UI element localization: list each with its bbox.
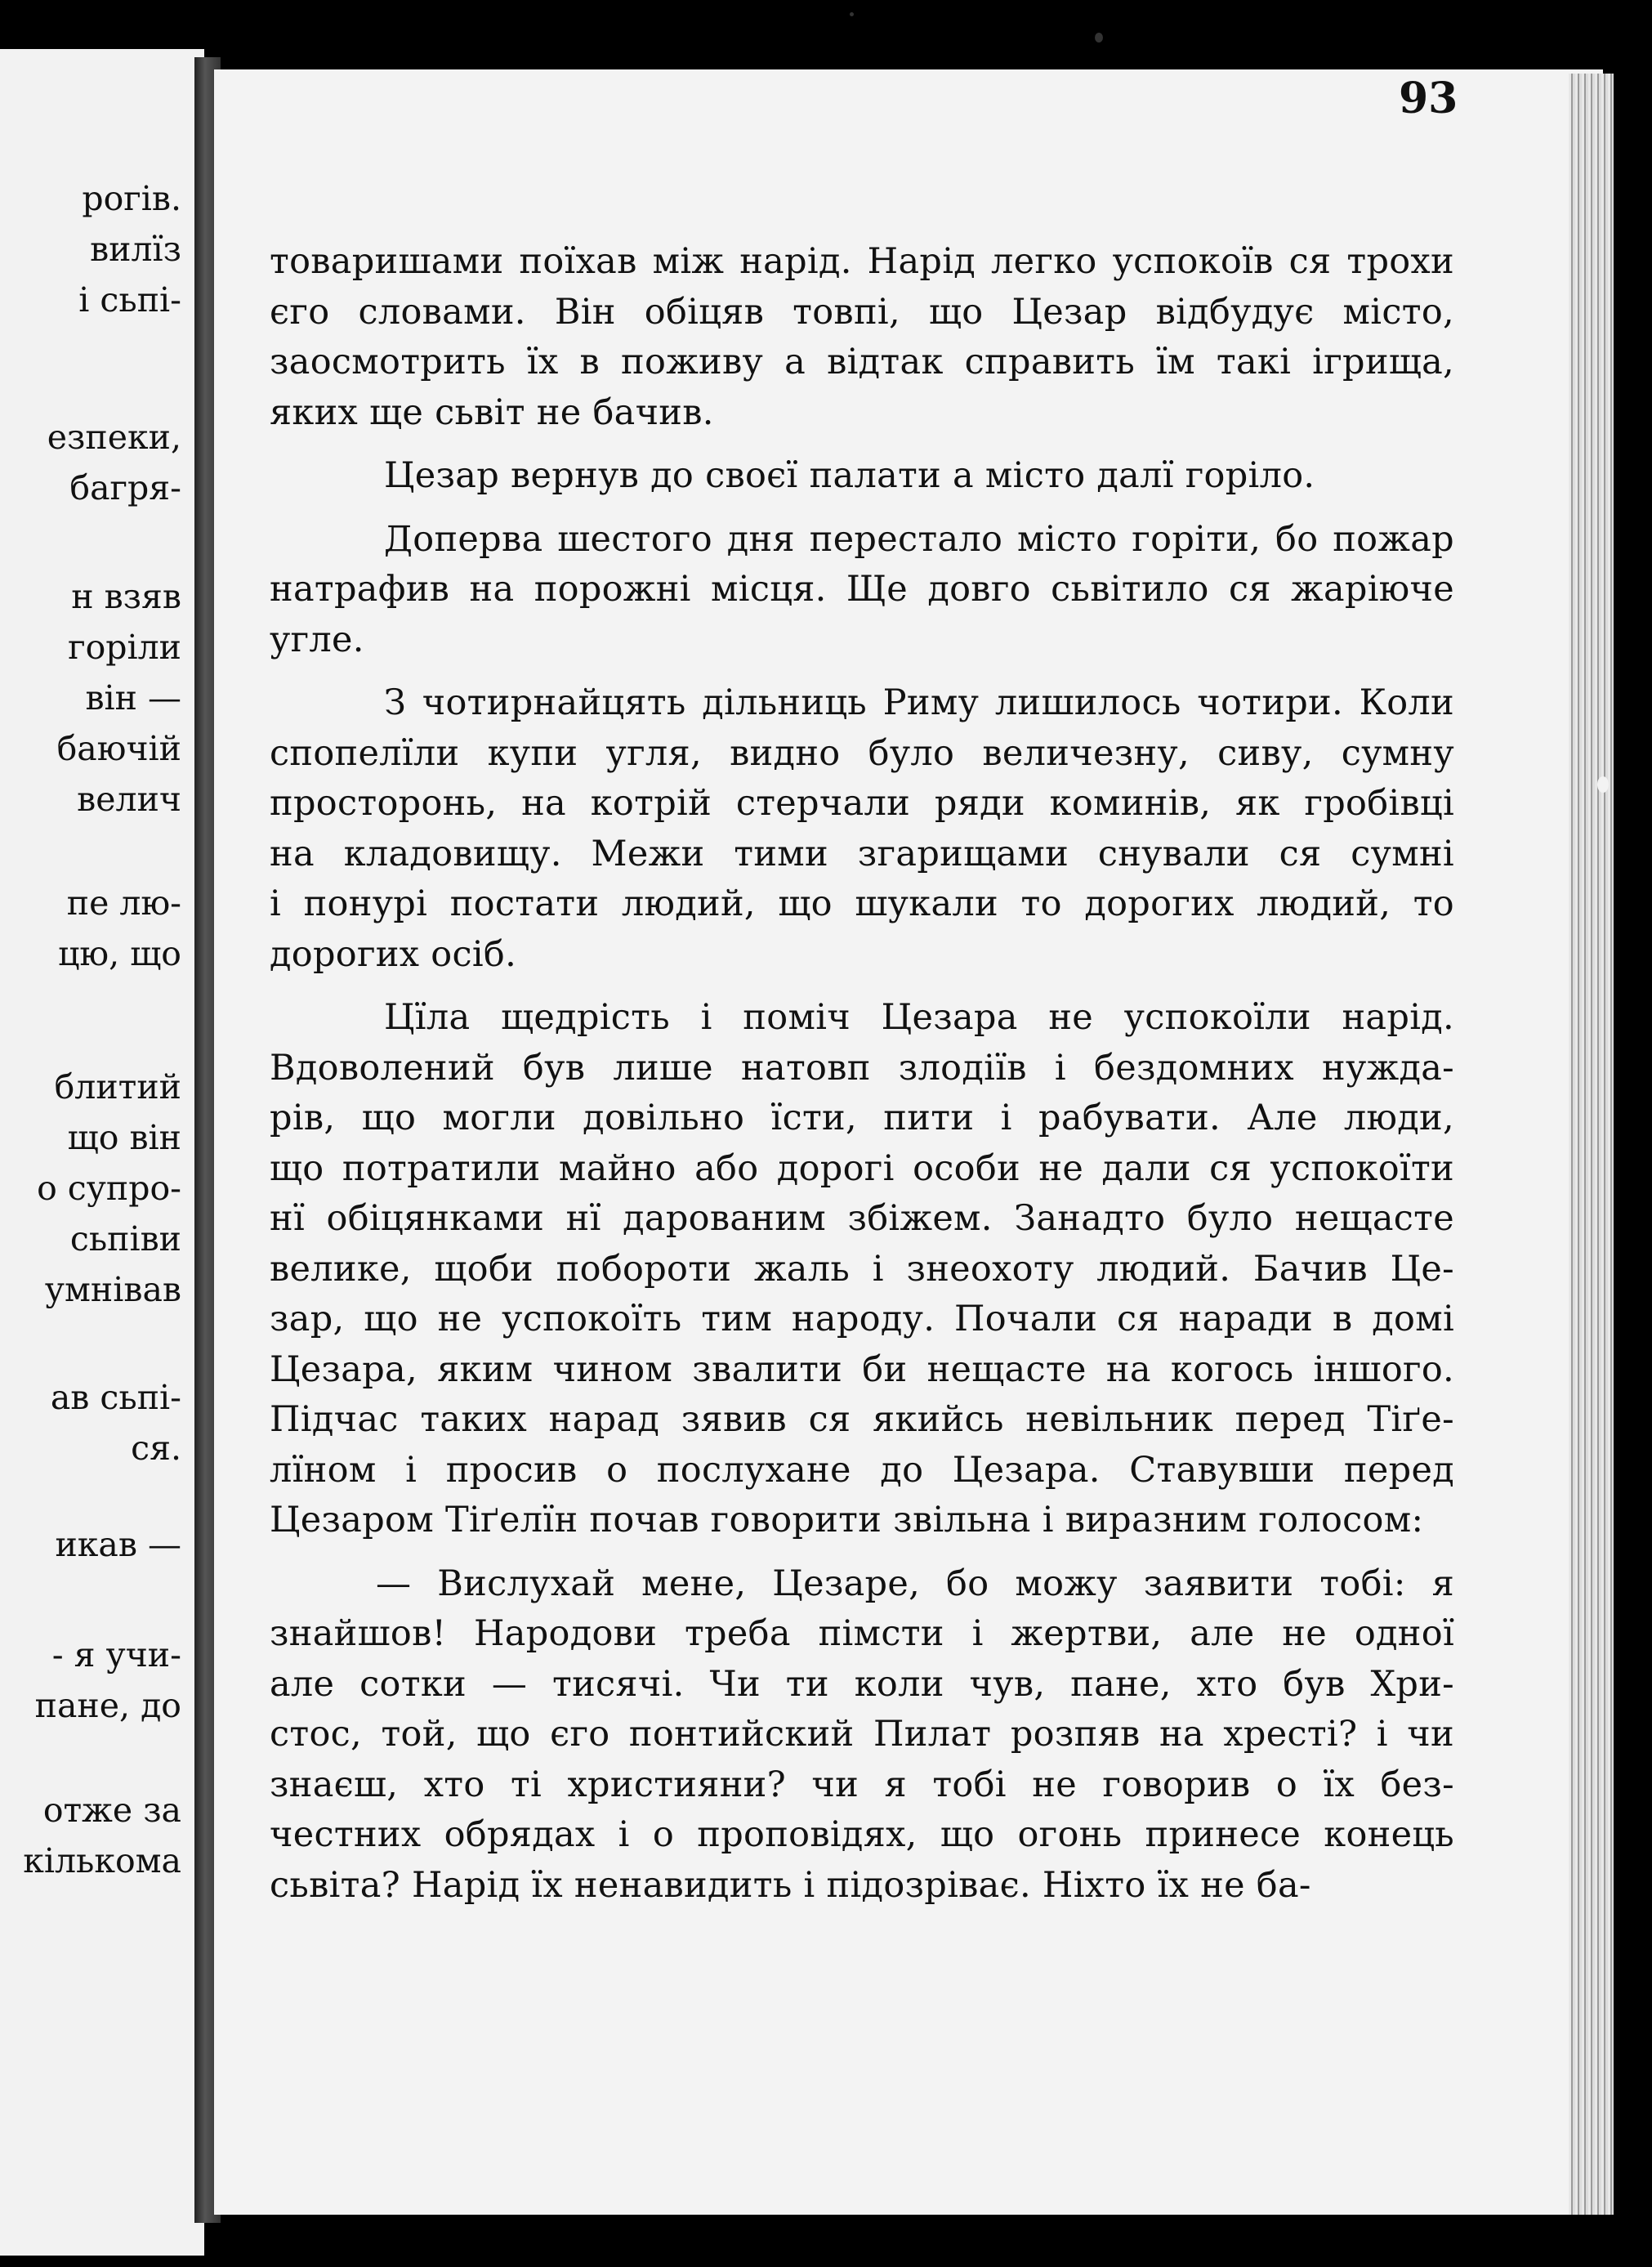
paragraph-gap [270,980,1454,993]
text-line: просторонь, на котрій стерчали ряди коминів, як гробівці [270,783,1454,824]
text-line: товаришами поїхав між нарід. Нарід легко успокоїв ся трохи [270,241,1454,282]
paragraph [270,993,1454,1546]
paragraph-gap [270,665,1454,678]
text-line: заосмотрить їх в поживу а відтак справить їм такі ігрища, [270,342,1454,382]
text-line: Вдоволений був лише натовп злодіїв і бездомних нужда- [270,1047,1454,1089]
text-line: Цїла щедрість і поміч Цезара не успокоїли нарід. [384,997,1454,1038]
text-line: але сотки — тисячі. Чи ти коли чув, пане, хто був Хри- [270,1663,1454,1705]
text-line: Підчас таких нарад зявив ся якийсь невільник перед Тіґе- [270,1399,1454,1440]
text-line: лїном і просив о послухане до Цезара. Ставувши перед [270,1449,1454,1491]
left-page-fragment: пе лю- [66,883,181,923]
left-page-fragment: велич [77,780,181,819]
left-page-fragment: багря- [69,468,181,508]
text-line: Цезаром Тіґелїн почав говорити звільна і виразним голосом: [270,1500,1424,1540]
text-line: дорогих осіб. [270,933,517,975]
text-line: стос, той, що єго понтийский Пилат розпяв на хресті? і чи [270,1714,1454,1755]
dust-speck [1095,33,1103,42]
text-line: рів, що могли довільно їсти, пити і рабувати. Але люди, [270,1098,1454,1138]
left-page-fragment: що він [67,1118,181,1157]
text-line: велике, щоби побороти жаль і знеохоту людий. Бачив Це- [270,1248,1454,1290]
text-line: зар, що не успокоїть тим народу. Почали ся наради в домі [270,1299,1454,1339]
text-line: спопелїли купи угля, видно було величезну, сиву, сумну [270,732,1454,774]
left-page-fragment: - я учи- [51,1635,181,1675]
text-line: на кладовищу. Межи тими згарищами снували ся сумні [270,833,1454,874]
left-page-fragment: ав сьпі- [50,1378,181,1417]
left-page-fragment: рогів. [82,179,181,218]
paragraph [270,1559,1454,1912]
paragraph-gap [270,502,1454,515]
text-line: — Вислухай мене, Цезаре, бо можу заявити тобі: я [376,1563,1454,1604]
left-page-fragment: баючій [56,729,181,768]
text-line: єго словами. Він обіцяв товпі, що Цезар відбудує місто, [270,291,1454,333]
paragraph-gap [270,1546,1454,1559]
dark-border [1614,82,1652,2207]
text-line: Цезара, яким чином звалити би нещасте на когось іншого. [270,1348,1454,1390]
left-page-fragment: пане, до [34,1686,181,1725]
text-line: сьвіта? Нарід їх ненавидить і підозріває. Ніхто їх не ба- [270,1864,1311,1906]
text-line: Цезар вернув до своєї палати а місто далї горіло. [384,455,1315,496]
left-page-fragment: икав — [55,1525,181,1564]
text-line: честних обрядах і о проповідях, що огонь принесе конець [270,1814,1454,1855]
text-line: нї обіцянками нї дарованим збіжем. Занадто було нещасте [270,1198,1454,1239]
left-page [0,49,204,2256]
left-page-fragment: н взяв [71,577,181,616]
text-line: Доперва шестого дня перестало місто горіти, бо пожар [384,518,1454,560]
left-page-fragment: вилїз [90,230,181,269]
left-page-fragment: сьпіви [69,1219,181,1259]
page-number: 93 [1399,74,1458,123]
text-line: що потратили майно або дорогі особи не дали ся успокоїти [270,1147,1454,1189]
text-line: З чотирнайцять дільниць Риму лишилось чотири. Коли [384,682,1454,723]
text-line: яких ще сьвіт не бачив. [270,391,714,433]
left-page-fragment: езпеки, [47,418,181,457]
left-page-fragment: отже за [42,1791,181,1830]
text-line: знаєш, хто ті християни? чи я тобі не говорив о їх без- [270,1764,1454,1805]
text-line: натрафив на порожні місця. Ще довго сьвітило ся жаріюче [270,569,1454,610]
dust-speck [850,12,854,16]
left-page-fragment: о супро- [37,1169,181,1208]
left-page-fragment: умнівав [44,1270,181,1309]
left-page-fragment: кількома [23,1841,181,1880]
dust-speck [1597,776,1609,793]
left-page-fragment: ся. [131,1429,181,1468]
left-page-fragment: він — [85,678,181,718]
left-page-fragment: блитий [54,1067,181,1107]
page-edges [1569,74,1614,2215]
paragraph-gap [270,438,1454,451]
text-line: угле. [270,619,364,660]
body-text [270,237,1454,1911]
text-line: і понурі постати людий, що шукали то дорогих людий, то [270,883,1454,924]
text-line: знайшов! Народови треба пімсти і жертви, але не одної [270,1613,1454,1654]
paragraph [270,678,1454,980]
paragraph [270,515,1454,666]
left-page-fragment: цю, що [58,934,181,973]
left-page-fragment: і сьпі- [78,280,181,320]
paragraph [270,237,1454,438]
left-page-fragment: горіли [68,628,181,667]
paragraph [270,451,1454,502]
